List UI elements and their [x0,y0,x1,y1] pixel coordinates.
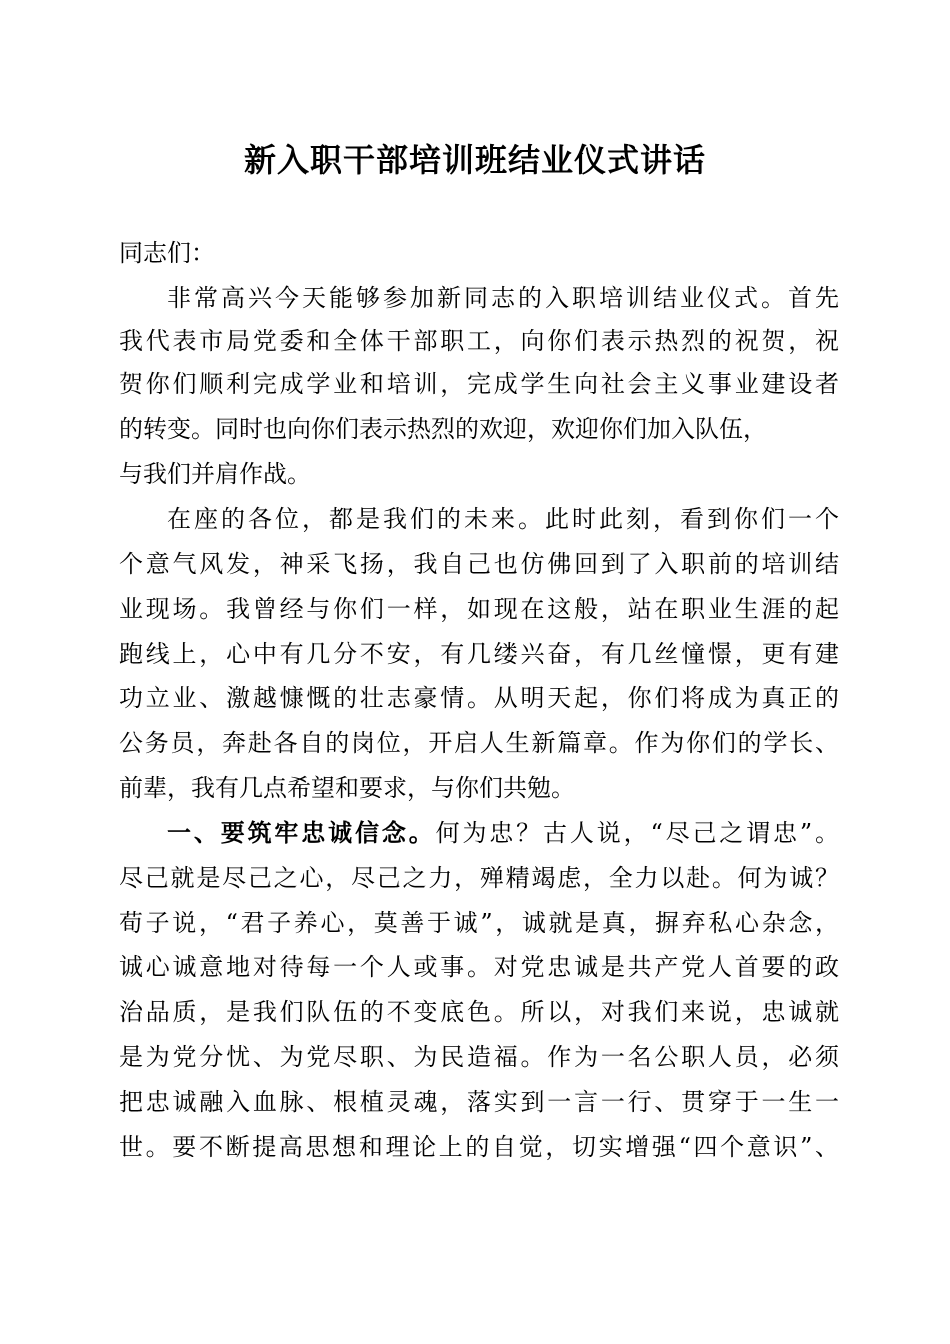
para1-line: 贺你们顺利完成学业和培训，完成学生向社会主义事业建设者 [119,370,839,398]
para3-line: 荀子说，“君子养心，莫善于诚”，诚就是真，摒弃私心杂念， [119,909,839,937]
para1-line: 的转变。同时也向你们表示热烈的欢迎，欢迎你们加入队伍， [119,415,767,443]
para2-line: 前辈，我有几点希望和要求，与你们共勉。 [119,774,575,802]
para2-line: 个意气风发，神采飞扬，我自己也仿佛回到了入职前的培训结 [119,550,839,578]
para3-first-line-text: 何为忠？古人说，“尽己之谓忠”。 [435,819,840,847]
salutation: 同志们： [119,239,215,267]
para3-first-line [119,817,839,849]
para2-line: 跑线上，心中有几分不安，有几缕兴奋，有几丝憧憬，更有建 [119,640,839,668]
para3-line: 治品质，是我们队伍的不变底色。所以，对我们来说，忠诚就 [119,998,839,1026]
para2-line: 功立业、激越慷慨的壮志豪情。从明天起，你们将成为真正的 [119,684,839,712]
section-heading: 一、要筑牢忠诚信念。 [167,818,436,847]
document-title: 新入职干部培训班结业仪式讲话 [243,141,706,179]
para2-line: 业现场。我曾经与你们一样，如现在这般，站在职业生涯的起 [119,595,839,623]
para1-line: 与我们并肩作战。 [119,460,311,488]
para1-line: 我代表市局党委和全体干部职工，向你们表示热烈的祝贺，祝 [119,327,839,355]
para2-line: 公务员，奔赴各自的岗位，开启人生新篇章。作为你们的学长、 [119,729,839,757]
para3-line: 诚心诚意地对待每一个人或事。对党忠诚是共产党人首要的政 [119,953,839,981]
para3-line: 尽己就是尽己之心，尽己之力，殚精竭虑，全力以赴。何为诚？ [119,864,839,892]
para3-line: 把忠诚融入血脉、根植灵魂，落实到一言一行、贯穿于一生一 [119,1088,839,1116]
para1-line: 非常高兴今天能够参加新同志的入职培训结业仪式。首先 [167,284,839,312]
para2-line: 在座的各位，都是我们的未来。此时此刻，看到你们一个 [167,505,839,533]
para3-line: 世。要不断提高思想和理论上的自觉，切实增强“四个意识”、 [119,1133,839,1161]
para3-line: 是为党分忧、为党尽职、为民造福。作为一名公职人员，必须 [119,1043,839,1071]
